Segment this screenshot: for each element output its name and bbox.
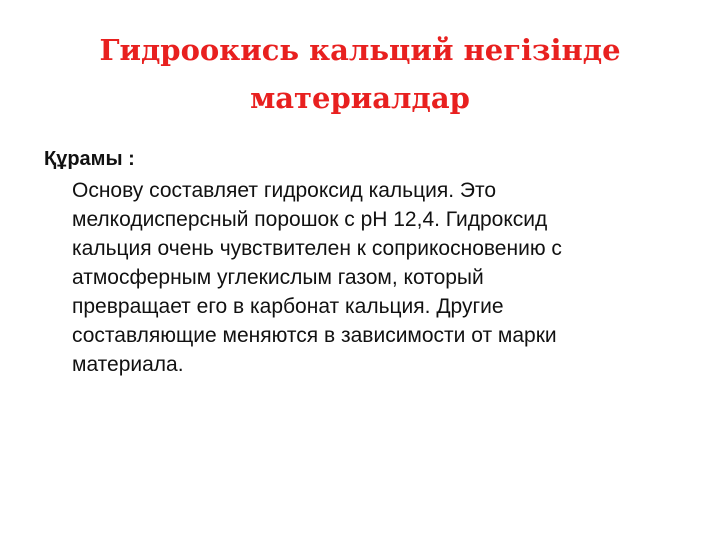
slide-title: Гидроокись кальций негізінде материалдар	[99, 33, 621, 115]
body-line: кальция очень чувствителен к соприкосновению с	[72, 237, 562, 260]
section-label-composition: Құрамы :	[44, 148, 135, 170]
body-line: материала.	[72, 353, 184, 376]
body-line: превращает его в карбонат кальция. Другие	[72, 295, 504, 318]
body-line: атмосферным углекислым газом, который	[72, 266, 484, 289]
body-line: мелкодисперсный порошок с рН 12,4. Гидроксид	[72, 208, 548, 231]
body-line: Основу составляет гидроксид кальция. Это	[72, 179, 497, 202]
body-line: составляющие меняются в зависимости от марки	[72, 324, 557, 347]
body-paragraph	[72, 176, 684, 379]
